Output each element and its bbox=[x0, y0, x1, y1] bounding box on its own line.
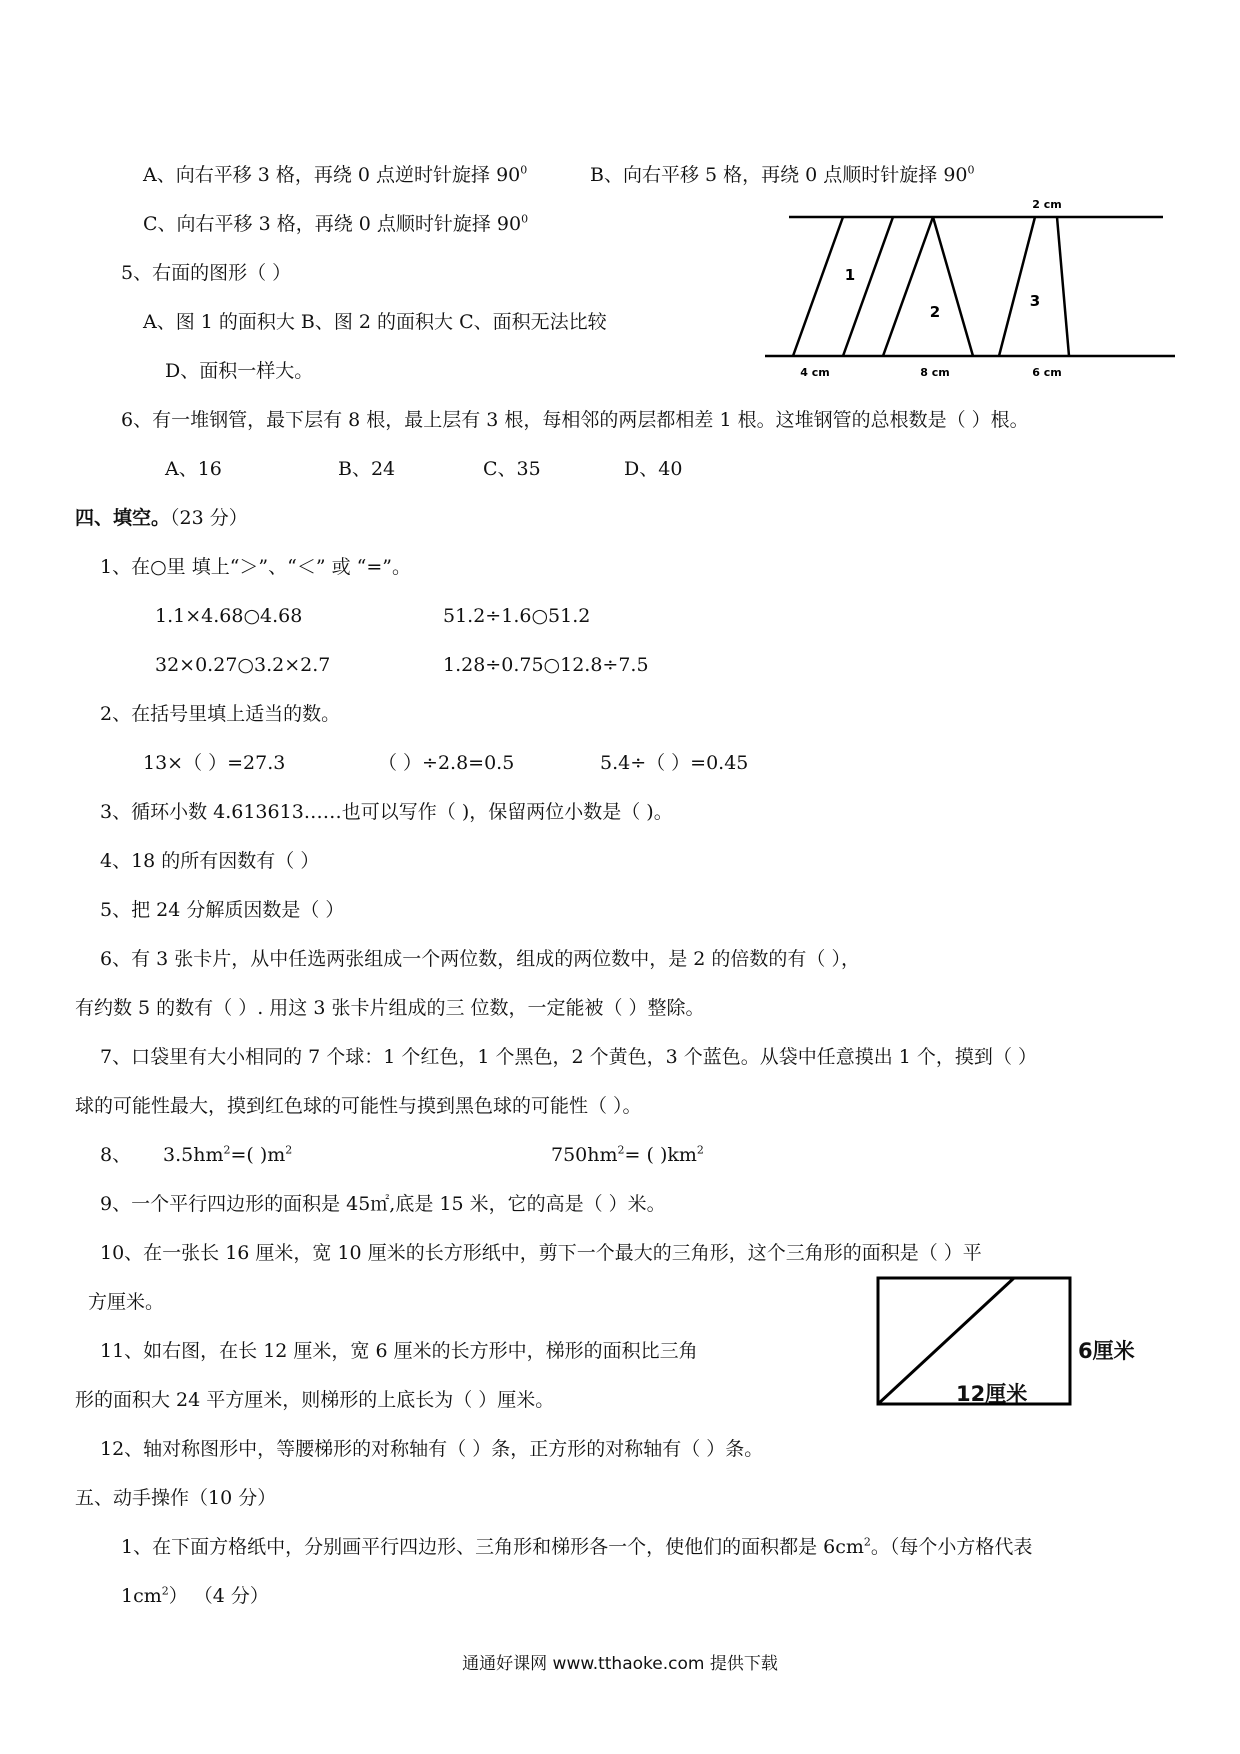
section5-title: 五、动手操作（10 分） bbox=[75, 1487, 277, 1509]
section4-title: 四、填空。（23 分） bbox=[75, 507, 248, 529]
figure2-width-label: 6厘米 bbox=[1078, 1339, 1135, 1363]
s4-q9: 9、一个平行四边形的面积是 45㎡,底是 15 米，它的高是（ ）米。 bbox=[100, 1193, 666, 1215]
s4-q7-line2: 球的可能性最大，摸到红色球的可能性与摸到黑色球的可能性（ ）。 bbox=[75, 1095, 642, 1117]
figure1-top-label: 2 cm bbox=[1032, 198, 1062, 211]
q5-option-d: D、面积一样大。 bbox=[165, 360, 314, 382]
q4-option-a: A、向右平移 3 格，再绕 0 点逆时针旋择 $90^0$ bbox=[143, 163, 528, 186]
s4-q10-line1: 10、在一张长 16 厘米，宽 10 厘米的长方形纸中，剪下一个最大的三角形，这个三角形的面积是（ ）平 bbox=[100, 1242, 982, 1264]
figure1-label-3: 3 bbox=[1029, 292, 1041, 310]
figure1-bottom-label-1: 4 cm bbox=[800, 366, 830, 379]
s4-q1-item-2: 51.2÷1.6○51.2 bbox=[443, 605, 591, 627]
s4-q8-part1: $3.5hm^2=$( )$m^2$ bbox=[163, 1143, 293, 1166]
s4-q5: 5、把 24 分解质因数是（ ） bbox=[100, 899, 345, 921]
s5-q1-line1: 1、在下面方格纸中，分别画平行四边形、三角形和梯形各一个，使他们的面积都是 $6cm^2$。（每个小方格代表 bbox=[121, 1535, 1033, 1558]
s4-q2-item-1: 13×（ ）=27.3 bbox=[143, 752, 286, 774]
s4-q1-item-4: 1.28÷0.75○12.8÷7.5 bbox=[443, 654, 649, 676]
s4-q6-line2: 有约数 5 的数有（ ）. 用这 3 张卡片组成的三 位数，一定能被（ ）整除。 bbox=[75, 997, 705, 1019]
s4-q7-line1: 7、口袋里有大小相同的 7 个球：1 个红色，1 个黑色，2 个黄色，3 个蓝色。从袋中任意摸出 1 个，摸到（ ） bbox=[100, 1046, 1037, 1068]
q6-option-b: B、24 bbox=[338, 458, 396, 480]
s4-q1-item-1: 1.1×4.68○4.68 bbox=[155, 605, 303, 627]
q5-stem: 5、右面的图形（ ） bbox=[121, 262, 292, 284]
figure1-label-2: 2 bbox=[929, 303, 941, 321]
q6-option-d: D、40 bbox=[624, 458, 683, 480]
s4-q2-item-3: 5.4÷（ ）=0.45 bbox=[600, 752, 749, 774]
s4-q2-stem: 2、在括号里填上适当的数。 bbox=[100, 703, 341, 725]
s4-q10-line2: 方厘米。 bbox=[88, 1291, 165, 1313]
s4-q2-item-2: （ ）÷2.8=0.5 bbox=[378, 752, 515, 774]
s4-q1-stem: 1、在○里 填上“＞”、“＜” 或 “=”。 bbox=[100, 556, 411, 578]
s4-q3: 3、循环小数 4.613613……也可以写作（ )，保留两位小数是（ )。 bbox=[100, 801, 673, 823]
q6-option-a: A、16 bbox=[165, 458, 222, 480]
s4-q8-number: 8、 bbox=[100, 1144, 132, 1166]
figure1-bottom-label-3: 6 cm bbox=[1032, 366, 1062, 379]
s4-q11-line1: 11、如右图，在长 12 厘米，宽 6 厘米的长方形中，梯形的面积比三角 bbox=[100, 1340, 698, 1362]
s4-q11-line2: 形的面积大 24 平方厘米，则梯形的上底长为（ ）厘米。 bbox=[75, 1389, 555, 1411]
s4-q8-part2: $750hm^2=$ ( )$km^2$ bbox=[551, 1143, 704, 1166]
q6-option-c: C、35 bbox=[483, 458, 541, 480]
s4-q1-item-3: 32×0.27○3.2×2.7 bbox=[155, 654, 331, 676]
s4-q4: 4、18 的所有因数有（ ） bbox=[100, 850, 320, 872]
s4-q12: 12、轴对称图形中，等腰梯形的对称轴有（ ）条，正方形的对称轴有（ ）条。 bbox=[100, 1438, 764, 1460]
s5-q1-line2: $1cm^2$） （4 分） bbox=[121, 1584, 269, 1607]
parallel-shapes-figure bbox=[765, 190, 1185, 380]
q4-option-b: B、向右平移 5 格，再绕 0 点顺时针旋择 $90^0$ bbox=[590, 163, 975, 186]
figure2-length-label: 12厘米 bbox=[956, 1382, 1028, 1406]
figure1-label-1: 1 bbox=[844, 266, 856, 284]
s4-q6-line1: 6、有 3 张卡片，从中任选两张组成一个两位数，组成的两位数中，是 2 的倍数的有（ ）， bbox=[100, 948, 860, 970]
page-footer: 通通好课网 www.tthaoke.com 提供下载 bbox=[462, 1654, 778, 1674]
figure1-bottom-label-2: 8 cm bbox=[920, 366, 950, 379]
q5-options-abc: A、图 1 的面积大 B、图 2 的面积大 C、面积无法比较 bbox=[143, 311, 607, 333]
q6-stem: 6、有一堆钢管，最下层有 8 根，最上层有 3 根，每相邻的两层都相差 1 根。这堆钢管的总根数是（ ）根。 bbox=[121, 409, 1029, 431]
q4-option-c: C、向右平移 3 格，再绕 0 点顺时针旋择 $90^0$ bbox=[143, 212, 529, 235]
